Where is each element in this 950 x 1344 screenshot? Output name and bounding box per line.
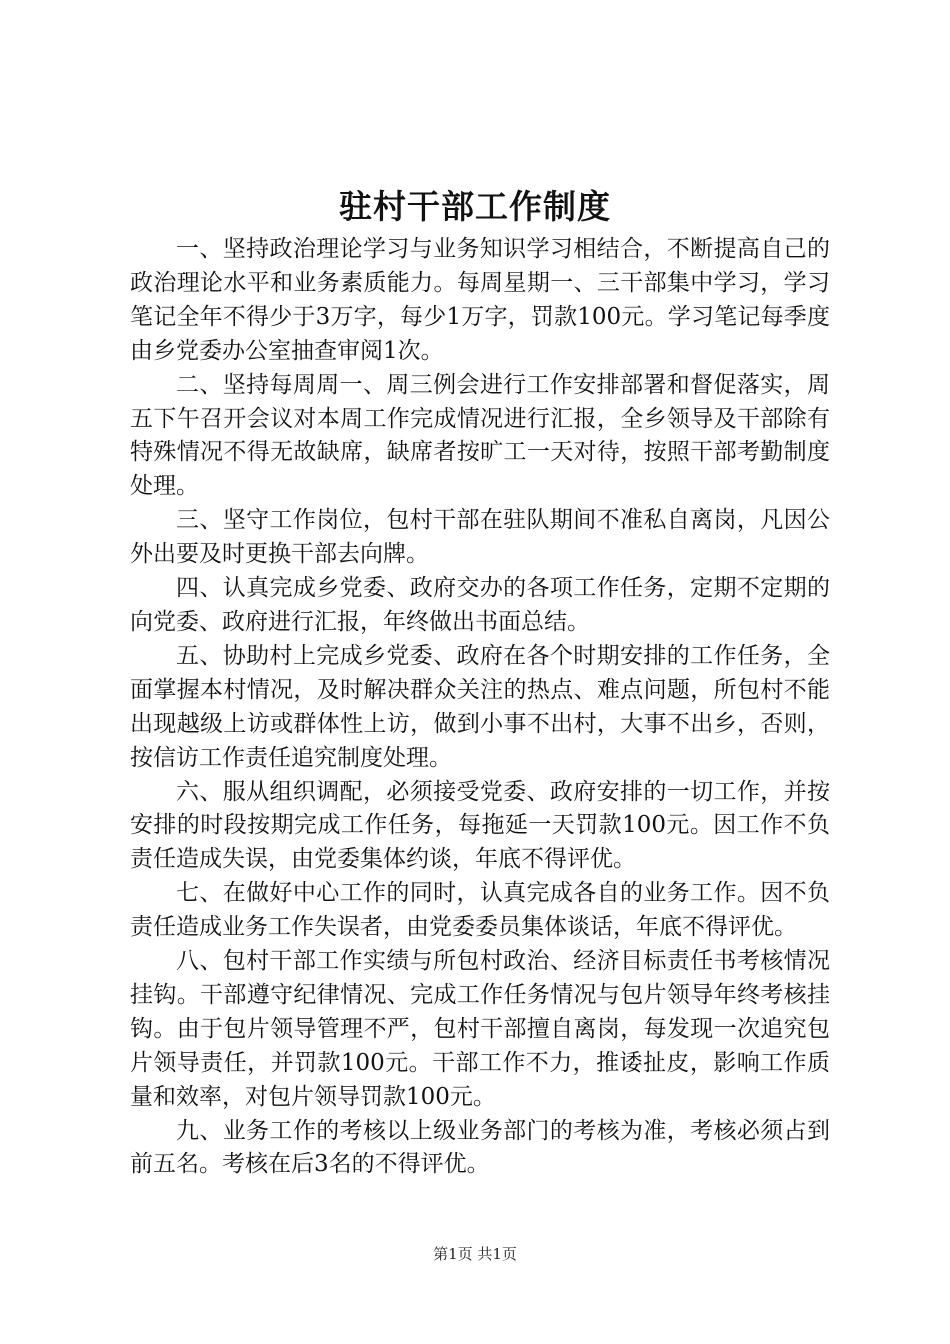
paragraph-1: 一、坚持政治理论学习与业务知识学习相结合，不断提高自己的政治理论水平和业务素质能力。每周星期一、三干部集中学习，学习笔记全年不得少于3万字，每少1万字，罚款100元。学习笔记每季度由乡党委办公室抽查审阅1次。 bbox=[130, 236, 830, 364]
document-body bbox=[130, 233, 830, 1182]
paragraph-9: 九、业务工作的考核以上级业务部门的考核为准，考核必须占到前五名。考核在后3名的不得评优。 bbox=[130, 1117, 830, 1178]
paragraph-3: 三、坚守工作岗位，包村干部在驻队期间不准私自离岗，凡因公外出要及时更换干部去向牌。 bbox=[130, 507, 830, 568]
paragraph-8: 八、包村干部工作实绩与所包村政治、经济目标责任书考核情况挂钩。干部遵守纪律情况、完成工作任务情况与包片领导年终考核挂钩。由于包片领导管理不严，包村干部擅自离岗，每发现一次追究包片领导责任，并罚款100元。干部工作不力，推诿扯皮，影响工作质量和效率，对包片领导罚款100元。 bbox=[130, 948, 830, 1110]
paragraph-5: 五、协助村上完成乡党委、政府在各个时期安排的工作任务，全面掌握本村情况，及时解决群众关注的热点、难点问题，所包村不能出现越级上访或群体性上访，做到小事不出村，大事不出乡，否则，按信访工作责任追究制度处理。 bbox=[130, 642, 830, 771]
paragraph-6: 六、服从组织调配，必须接受党委、政府安排的一切工作，并按安排的时段按期完成工作任务，每拖延一天罚款100元。因工作不负责任造成失误，由党委集体约谈，年底不得评优。 bbox=[130, 778, 830, 873]
paragraph-2: 二、坚持每周周一、周三例会进行工作安排部署和督促落实，周五下午召开会议对本周工作完成情况进行汇报，全乡领导及干部除有特殊情况不得无故缺席，缺席者按旷工一天对待，按照干部考勤制度处理。 bbox=[130, 371, 830, 500]
page-title: 驻村干部工作制度 bbox=[339, 187, 611, 226]
paragraph-4: 四、认真完成乡党委、政府交办的各项工作任务，定期不定期的向党委、政府进行汇报，年终做出书面总结。 bbox=[130, 575, 830, 635]
page-footer: 第1页 共1页 bbox=[433, 1245, 517, 1263]
paragraph-7: 七、在做好中心工作的同时，认真完成各自的业务工作。因不负责任造成业务工作失误者，由党委委员集体谈话，年底不得评优。 bbox=[130, 880, 830, 941]
